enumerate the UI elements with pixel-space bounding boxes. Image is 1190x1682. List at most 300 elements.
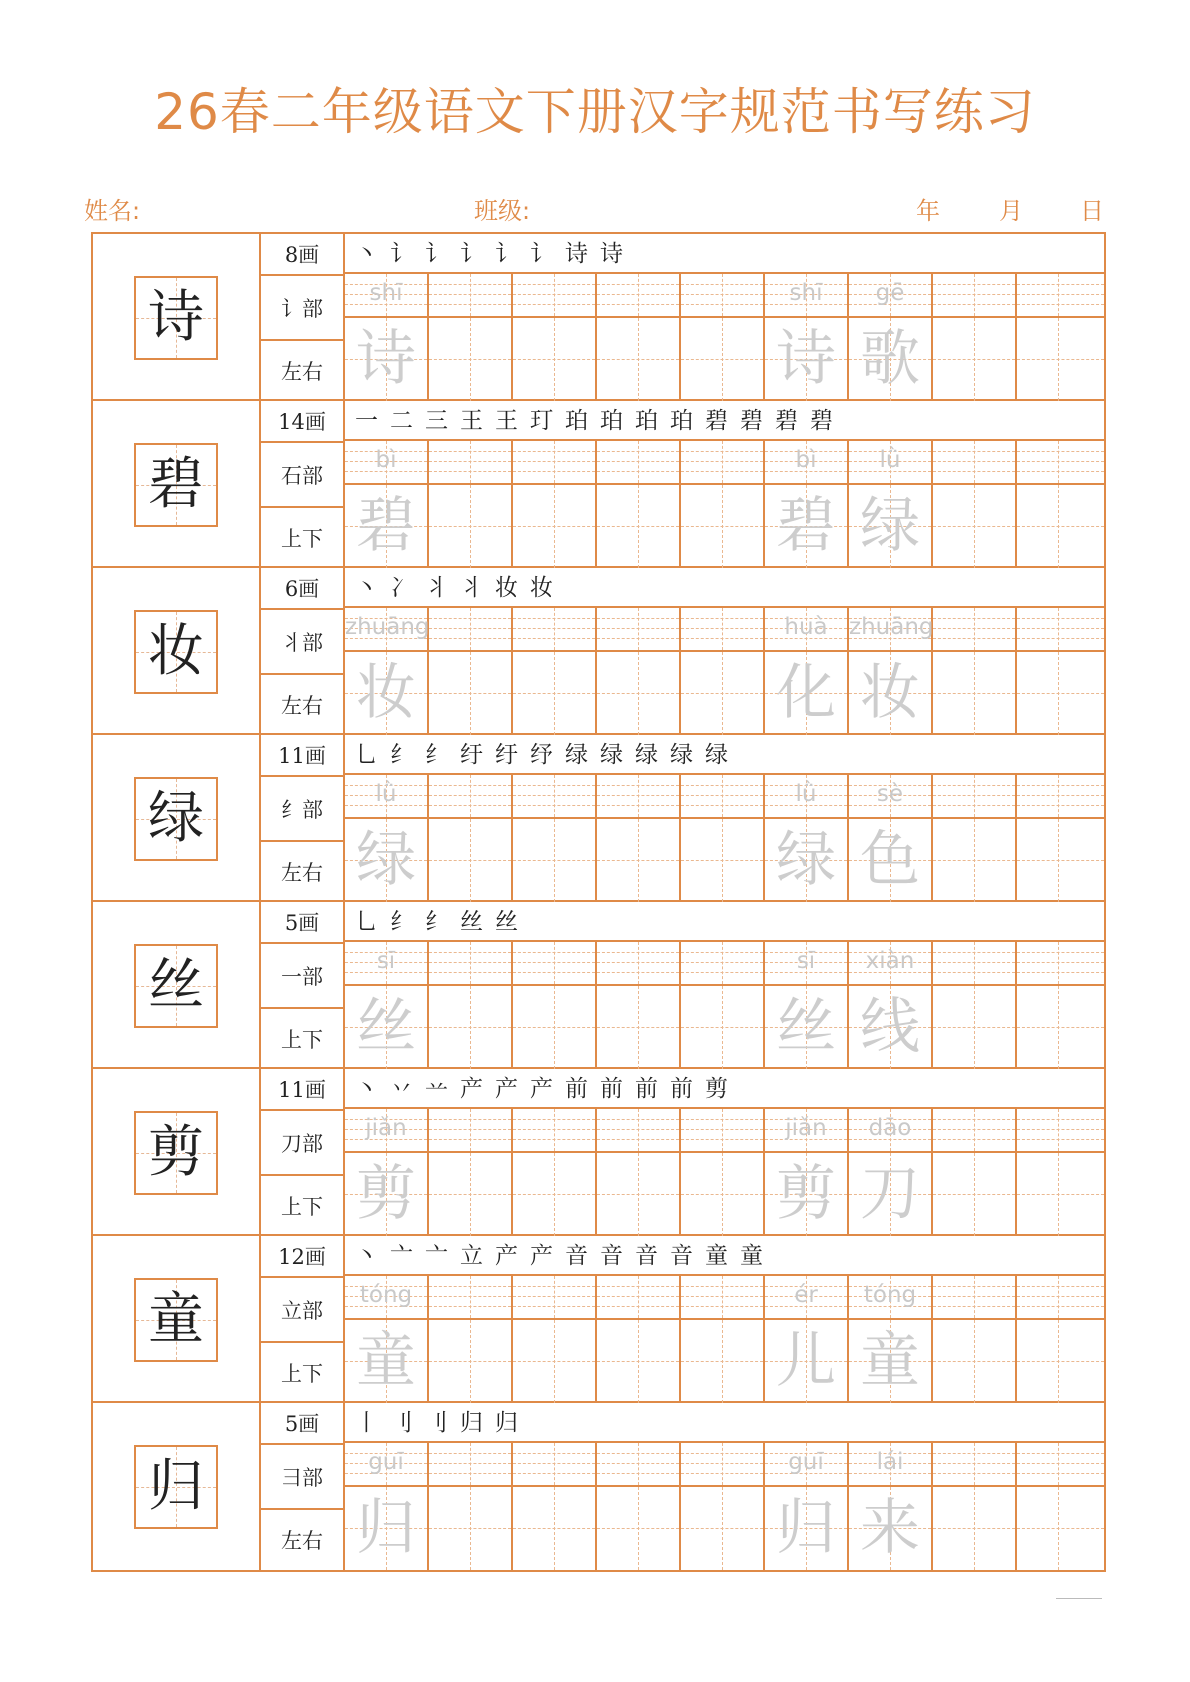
practice-cell[interactable] xyxy=(597,608,681,735)
stroke-step: 绿 xyxy=(635,742,658,768)
tian-zi-box[interactable] xyxy=(345,986,427,1069)
pinyin-trace: lǜ xyxy=(879,447,901,473)
practice-cell[interactable] xyxy=(1017,1109,1104,1236)
pinyin-box[interactable] xyxy=(765,1276,847,1320)
tian-zi-box[interactable] xyxy=(429,986,511,1069)
structure: 上下 xyxy=(281,1362,323,1386)
pinyin-box[interactable] xyxy=(849,608,934,652)
pinyin-box[interactable] xyxy=(681,441,763,485)
practice-cell[interactable] xyxy=(429,1276,513,1403)
practice-cell[interactable] xyxy=(513,608,597,735)
stroke-order xyxy=(345,568,1104,608)
hanzi-trace: 童 xyxy=(356,1326,416,1396)
pinyin-box[interactable] xyxy=(345,1276,427,1320)
pinyin-box[interactable] xyxy=(513,1276,595,1320)
tian-zi-box[interactable] xyxy=(849,652,931,735)
tian-zi-box[interactable] xyxy=(345,1153,427,1236)
stroke-step: 珀 xyxy=(565,408,588,434)
page-title: 26春二年级语文下册汉字规范书写练习 xyxy=(154,83,1036,141)
practice-cell[interactable] xyxy=(345,775,429,902)
tian-zi-box[interactable] xyxy=(1017,652,1104,735)
tian-zi-box[interactable] xyxy=(765,986,847,1069)
practice-cell[interactable] xyxy=(681,274,765,401)
tian-zi-box[interactable] xyxy=(1017,485,1104,568)
model-character-box xyxy=(134,1445,218,1529)
hanzi-trace: 剪 xyxy=(776,1159,836,1229)
pinyin-box[interactable] xyxy=(345,1443,427,1487)
stroke-step: 绿 xyxy=(670,742,693,768)
tian-zi-box[interactable] xyxy=(681,1153,763,1236)
practice-cell[interactable] xyxy=(345,441,429,568)
tian-zi-box[interactable] xyxy=(345,652,427,735)
tian-zi-box[interactable] xyxy=(597,986,679,1069)
tian-zi-box[interactable] xyxy=(429,318,511,401)
pinyin-trace: lái xyxy=(876,1449,904,1475)
practice-cell[interactable] xyxy=(681,942,765,1069)
pinyin-trace: huà xyxy=(784,614,828,640)
practice-cell[interactable] xyxy=(933,1276,1017,1403)
pinyin-box[interactable] xyxy=(513,775,595,819)
pinyin-box[interactable] xyxy=(933,1276,1015,1320)
tian-zi-box[interactable] xyxy=(429,485,511,568)
pinyin-box[interactable] xyxy=(345,274,427,318)
stroke-step: 产 xyxy=(460,1076,483,1102)
practice-cell[interactable] xyxy=(933,1443,1017,1570)
pinyin-box[interactable] xyxy=(765,1109,847,1153)
tian-zi-box[interactable] xyxy=(765,652,847,735)
pinyin-box[interactable] xyxy=(765,775,847,819)
pinyin-box[interactable] xyxy=(429,775,511,819)
stroke-step: 讠 xyxy=(425,241,448,267)
stroke-step: 妆 xyxy=(495,575,518,601)
practice-cell[interactable] xyxy=(513,441,597,568)
tian-zi-box[interactable] xyxy=(849,819,931,902)
tian-zi-box[interactable] xyxy=(933,1487,1015,1570)
tian-zi-box[interactable] xyxy=(345,318,427,401)
hanzi-trace: 绿 xyxy=(356,825,416,895)
pinyin-box[interactable] xyxy=(933,441,1015,485)
stroke-step: 乚 xyxy=(355,742,378,768)
pinyin-trace: tóng xyxy=(359,1282,413,1308)
radical: 丬部 xyxy=(261,610,343,675)
stroke-step: 刂 xyxy=(390,1410,413,1436)
tian-zi-box[interactable] xyxy=(513,1153,595,1236)
pinyin-box[interactable] xyxy=(681,1109,763,1153)
practice-cell[interactable] xyxy=(849,274,933,401)
tian-zi-box[interactable] xyxy=(513,318,595,401)
pinyin-trace: shī xyxy=(789,280,823,306)
tian-zi-box[interactable] xyxy=(849,986,931,1069)
tian-zi-box[interactable] xyxy=(1017,1153,1104,1236)
tian-zi-box[interactable] xyxy=(933,652,1015,735)
practice-cell[interactable] xyxy=(681,775,765,902)
practice-cell[interactable] xyxy=(933,1109,1017,1236)
practice-cell[interactable] xyxy=(765,608,849,735)
stroke-step: 一 xyxy=(355,408,378,434)
practice-cell[interactable] xyxy=(849,1276,933,1403)
pinyin-box[interactable] xyxy=(681,1443,763,1487)
tian-zi-box[interactable] xyxy=(765,1487,847,1570)
practice-cell[interactable] xyxy=(765,1443,849,1570)
practice-grid xyxy=(345,608,1104,735)
model-character-cell xyxy=(93,568,261,733)
pinyin-box[interactable] xyxy=(429,1443,511,1487)
pinyin-box[interactable] xyxy=(1017,1443,1104,1487)
hanzi-trace: 儿 xyxy=(776,1326,836,1396)
practice-cell[interactable] xyxy=(681,1109,765,1236)
hanzi-trace: 色 xyxy=(860,825,920,895)
practice-cell[interactable] xyxy=(849,441,933,568)
pinyin-box[interactable] xyxy=(597,1109,679,1153)
tian-zi-box[interactable] xyxy=(1017,819,1104,902)
stroke-step: 纡 xyxy=(495,742,518,768)
pinyin-box[interactable] xyxy=(597,608,679,652)
practice-cell[interactable] xyxy=(597,1443,681,1570)
pinyin-box[interactable] xyxy=(597,441,679,485)
pinyin-box[interactable] xyxy=(345,1109,427,1153)
practice-cell[interactable] xyxy=(597,942,681,1069)
tian-zi-box[interactable] xyxy=(849,1320,931,1403)
tian-zi-box[interactable] xyxy=(681,485,763,568)
tian-zi-box[interactable] xyxy=(765,318,847,401)
pinyin-box[interactable] xyxy=(597,274,679,318)
practice-cell[interactable] xyxy=(681,441,765,568)
tian-zi-box[interactable] xyxy=(429,652,511,735)
pinyin-box[interactable] xyxy=(849,441,931,485)
radical: 立部 xyxy=(261,1278,343,1343)
pinyin-box[interactable] xyxy=(849,1276,931,1320)
pinyin-box[interactable] xyxy=(933,775,1015,819)
practice-cell[interactable] xyxy=(933,608,1017,735)
tian-zi-box[interactable] xyxy=(345,1320,427,1403)
stroke-step: 亠 xyxy=(425,1243,448,1269)
tian-zi-box[interactable] xyxy=(513,986,595,1069)
practice-cell[interactable] xyxy=(849,942,933,1069)
pinyin-box[interactable] xyxy=(849,274,931,318)
pinyin-box[interactable] xyxy=(513,274,595,318)
stroke-step: 玎 xyxy=(530,408,553,434)
tian-zi-box[interactable] xyxy=(597,652,679,735)
character-info xyxy=(261,902,345,1067)
pinyin-box[interactable] xyxy=(597,1443,679,1487)
practice-cell[interactable] xyxy=(1017,1276,1104,1403)
stroke-count: 12画 xyxy=(261,1236,343,1278)
stroke-step: 丬 xyxy=(425,575,448,601)
stroke-step: 二 xyxy=(390,408,413,434)
practice-cell[interactable] xyxy=(933,942,1017,1069)
pinyin-box[interactable] xyxy=(933,274,1015,318)
pinyin-box[interactable] xyxy=(849,1109,931,1153)
stroke-count: 11画 xyxy=(261,735,343,777)
tian-zi-box[interactable] xyxy=(849,318,931,401)
stroke-step: 产 xyxy=(495,1243,518,1269)
stroke-step: 诗 xyxy=(600,241,623,267)
practice-cell[interactable] xyxy=(681,1443,765,1570)
tian-zi-box[interactable] xyxy=(681,819,763,902)
practice-cell[interactable] xyxy=(513,1276,597,1403)
structure: 上下 xyxy=(281,1028,323,1052)
practice-cell[interactable] xyxy=(429,441,513,568)
practice-cell[interactable] xyxy=(765,942,849,1069)
pinyin-box[interactable] xyxy=(933,1109,1015,1153)
pinyin-box[interactable] xyxy=(597,775,679,819)
hanzi-trace: 刀 xyxy=(860,1159,920,1229)
stroke-count: 6画 xyxy=(261,568,343,610)
pinyin-box[interactable] xyxy=(1017,1276,1104,1320)
stroke-step: 纟 xyxy=(390,742,413,768)
stroke-step: 音 xyxy=(565,1243,588,1269)
pinyin-trace: zhuāng xyxy=(849,614,934,640)
practice-cell[interactable] xyxy=(513,1443,597,1570)
tian-zi-box[interactable] xyxy=(1017,1487,1104,1570)
character-block xyxy=(93,568,1104,735)
pinyin-box[interactable] xyxy=(681,1276,763,1320)
pinyin-box[interactable] xyxy=(681,608,763,652)
stroke-step: 纾 xyxy=(530,742,553,768)
tian-zi-box[interactable] xyxy=(597,485,679,568)
pinyin-box[interactable] xyxy=(849,775,931,819)
pinyin-box[interactable] xyxy=(597,942,679,986)
pinyin-box[interactable] xyxy=(765,942,847,986)
practice-cell[interactable] xyxy=(933,274,1017,401)
pinyin-box[interactable] xyxy=(345,608,430,652)
pinyin-box[interactable] xyxy=(765,1443,847,1487)
stroke-order xyxy=(345,902,1104,942)
tian-zi-box[interactable] xyxy=(681,318,763,401)
stroke-order xyxy=(345,1403,1104,1443)
practice-cell[interactable] xyxy=(345,942,429,1069)
pinyin-box[interactable] xyxy=(681,942,763,986)
pinyin-box[interactable] xyxy=(681,274,763,318)
practice-cell[interactable] xyxy=(345,274,429,401)
tian-zi-box[interactable] xyxy=(765,1320,847,1403)
practice-cell[interactable] xyxy=(765,441,849,568)
stroke-step: 三 xyxy=(425,408,448,434)
tian-zi-box[interactable] xyxy=(429,1487,511,1570)
tian-zi-box[interactable] xyxy=(345,819,427,902)
tian-zi-box[interactable] xyxy=(597,1487,679,1570)
stroke-step: 讠 xyxy=(530,241,553,267)
practice-cell[interactable] xyxy=(765,1276,849,1403)
month-label: 月 xyxy=(999,197,1023,225)
stroke-step: 产 xyxy=(495,1076,518,1102)
pinyin-box[interactable] xyxy=(1017,1109,1104,1153)
practice-cell[interactable] xyxy=(429,1443,513,1570)
pinyin-box[interactable] xyxy=(765,274,847,318)
practice-cell[interactable] xyxy=(597,441,681,568)
pinyin-box[interactable] xyxy=(849,1443,931,1487)
practice-grid xyxy=(345,1443,1104,1570)
practice-cell[interactable] xyxy=(681,1276,765,1403)
character-block xyxy=(93,234,1104,401)
practice-cell[interactable] xyxy=(345,1109,429,1236)
stroke-step: 碧 xyxy=(810,408,833,434)
pinyin-box[interactable] xyxy=(345,775,427,819)
tian-zi-box[interactable] xyxy=(345,1487,427,1570)
model-character-box xyxy=(134,443,218,527)
pinyin-box[interactable] xyxy=(933,942,1015,986)
pinyin-box[interactable] xyxy=(513,1443,595,1487)
hanzi-trace: 剪 xyxy=(356,1159,416,1229)
stroke-step: 乚 xyxy=(355,909,378,935)
tian-zi-box[interactable] xyxy=(513,485,595,568)
tian-zi-box[interactable] xyxy=(849,1487,931,1570)
character-info xyxy=(261,1236,345,1401)
tian-zi-box[interactable] xyxy=(765,1153,847,1236)
practice-cell[interactable] xyxy=(765,274,849,401)
pinyin-trace: sī xyxy=(796,948,816,974)
tian-zi-box[interactable] xyxy=(429,819,511,902)
model-character-box xyxy=(134,276,218,360)
tian-zi-box[interactable] xyxy=(597,318,679,401)
tian-zi-box[interactable] xyxy=(513,1487,595,1570)
practice-cell[interactable] xyxy=(429,608,513,735)
model-character-cell xyxy=(93,735,261,900)
pinyin-box[interactable] xyxy=(1017,608,1104,652)
pinyin-box[interactable] xyxy=(1017,775,1104,819)
pinyin-box[interactable] xyxy=(1017,441,1104,485)
pinyin-box[interactable] xyxy=(429,441,511,485)
tian-zi-box[interactable] xyxy=(849,1153,931,1236)
pinyin-box[interactable] xyxy=(1017,274,1104,318)
practice-cell[interactable] xyxy=(513,274,597,401)
tian-zi-box[interactable] xyxy=(681,1487,763,1570)
pinyin-box[interactable] xyxy=(513,441,595,485)
stroke-order xyxy=(345,735,1104,775)
practice-cell[interactable] xyxy=(597,274,681,401)
pinyin-box[interactable] xyxy=(429,1276,511,1320)
pinyin-box[interactable] xyxy=(513,942,595,986)
tian-zi-box[interactable] xyxy=(933,318,1015,401)
tian-zi-box[interactable] xyxy=(597,819,679,902)
stroke-step: 产 xyxy=(530,1243,553,1269)
tian-zi-box[interactable] xyxy=(429,1153,511,1236)
practice-cell[interactable] xyxy=(429,775,513,902)
tian-zi-box[interactable] xyxy=(933,1320,1015,1403)
stroke-step: 王 xyxy=(460,408,483,434)
pinyin-box[interactable] xyxy=(849,942,931,986)
tian-zi-box[interactable] xyxy=(849,485,931,568)
practice-cell[interactable] xyxy=(513,942,597,1069)
practice-cell[interactable] xyxy=(849,608,933,735)
pinyin-box[interactable] xyxy=(513,1109,595,1153)
practice-cell[interactable] xyxy=(429,274,513,401)
pinyin-box[interactable] xyxy=(429,942,511,986)
practice-cell[interactable] xyxy=(597,1109,681,1236)
pinyin-box[interactable] xyxy=(513,608,595,652)
tian-zi-box[interactable] xyxy=(345,485,427,568)
tian-zi-box[interactable] xyxy=(513,819,595,902)
tian-zi-box[interactable] xyxy=(681,652,763,735)
practice-cell[interactable] xyxy=(429,942,513,1069)
practice-cell[interactable] xyxy=(849,1443,933,1570)
model-character: 童 xyxy=(148,1287,204,1352)
pinyin-box[interactable] xyxy=(429,608,511,652)
pinyin-box[interactable] xyxy=(933,1443,1015,1487)
character-info xyxy=(261,735,345,900)
pinyin-box[interactable] xyxy=(429,274,511,318)
tian-zi-box[interactable] xyxy=(765,819,847,902)
hanzi-trace: 碧 xyxy=(356,491,416,561)
tian-zi-box[interactable] xyxy=(681,1320,763,1403)
tian-zi-box[interactable] xyxy=(933,485,1015,568)
practice-cell[interactable] xyxy=(429,1109,513,1236)
practice-cell[interactable] xyxy=(1017,775,1104,902)
structure: 上下 xyxy=(281,1195,323,1219)
pinyin-box[interactable] xyxy=(681,775,763,819)
practice-cell[interactable] xyxy=(345,1443,429,1570)
tian-zi-box[interactable] xyxy=(933,986,1015,1069)
practice-cell[interactable] xyxy=(513,1109,597,1236)
hanzi-trace: 绿 xyxy=(860,491,920,561)
practice-cell[interactable] xyxy=(1017,1443,1104,1570)
practice-cell[interactable] xyxy=(933,775,1017,902)
tian-zi-box[interactable] xyxy=(1017,986,1104,1069)
practice-cell[interactable] xyxy=(849,775,933,902)
stroke-step: 纟 xyxy=(390,909,413,935)
tian-zi-box[interactable] xyxy=(933,1153,1015,1236)
practice-cell[interactable] xyxy=(681,608,765,735)
practice-cell[interactable] xyxy=(765,1109,849,1236)
pinyin-box[interactable] xyxy=(765,608,847,652)
tian-zi-box[interactable] xyxy=(597,1320,679,1403)
practice-cell[interactable] xyxy=(1017,942,1104,1069)
stroke-step: 绿 xyxy=(565,742,588,768)
model-character-cell xyxy=(93,401,261,566)
tian-zi-box[interactable] xyxy=(513,652,595,735)
tian-zi-box[interactable] xyxy=(513,1320,595,1403)
tian-zi-box[interactable] xyxy=(597,1153,679,1236)
pinyin-box[interactable] xyxy=(933,608,1015,652)
stroke-step: 剪 xyxy=(705,1076,728,1102)
practice-cell[interactable] xyxy=(1017,274,1104,401)
practice-cell[interactable] xyxy=(513,775,597,902)
stroke-step: 丝 xyxy=(460,909,483,935)
radical: 彐部 xyxy=(261,1445,343,1510)
pinyin-box[interactable] xyxy=(345,942,427,986)
pinyin-box[interactable] xyxy=(429,1109,511,1153)
tian-zi-box[interactable] xyxy=(933,819,1015,902)
practice-cell[interactable] xyxy=(597,1276,681,1403)
tian-zi-box[interactable] xyxy=(1017,318,1104,401)
practice-cell[interactable] xyxy=(1017,441,1104,568)
practice-cell[interactable] xyxy=(345,1276,429,1403)
stroke-step: 丶 xyxy=(355,575,378,601)
practice-cell[interactable] xyxy=(345,608,429,735)
practice-cell[interactable] xyxy=(597,775,681,902)
tian-zi-box[interactable] xyxy=(681,986,763,1069)
practice-cell[interactable] xyxy=(765,775,849,902)
pinyin-box[interactable] xyxy=(765,441,847,485)
hanzi-trace: 童 xyxy=(860,1326,920,1396)
pinyin-trace: shī xyxy=(369,280,403,306)
tian-zi-box[interactable] xyxy=(1017,1320,1104,1403)
pinyin-box[interactable] xyxy=(345,441,427,485)
practice-cell[interactable] xyxy=(1017,608,1104,735)
model-character-cell xyxy=(93,902,261,1067)
pinyin-trace: gē xyxy=(875,280,905,306)
stroke-step: 碧 xyxy=(775,408,798,434)
tian-zi-box[interactable] xyxy=(429,1320,511,1403)
pinyin-box[interactable] xyxy=(1017,942,1104,986)
practice-cell[interactable] xyxy=(933,441,1017,568)
pinyin-box[interactable] xyxy=(597,1276,679,1320)
tian-zi-box[interactable] xyxy=(765,485,847,568)
hanzi-trace: 碧 xyxy=(776,491,836,561)
practice-cell[interactable] xyxy=(849,1109,933,1236)
pinyin-trace: lǜ xyxy=(375,781,397,807)
hanzi-trace: 线 xyxy=(860,992,920,1062)
